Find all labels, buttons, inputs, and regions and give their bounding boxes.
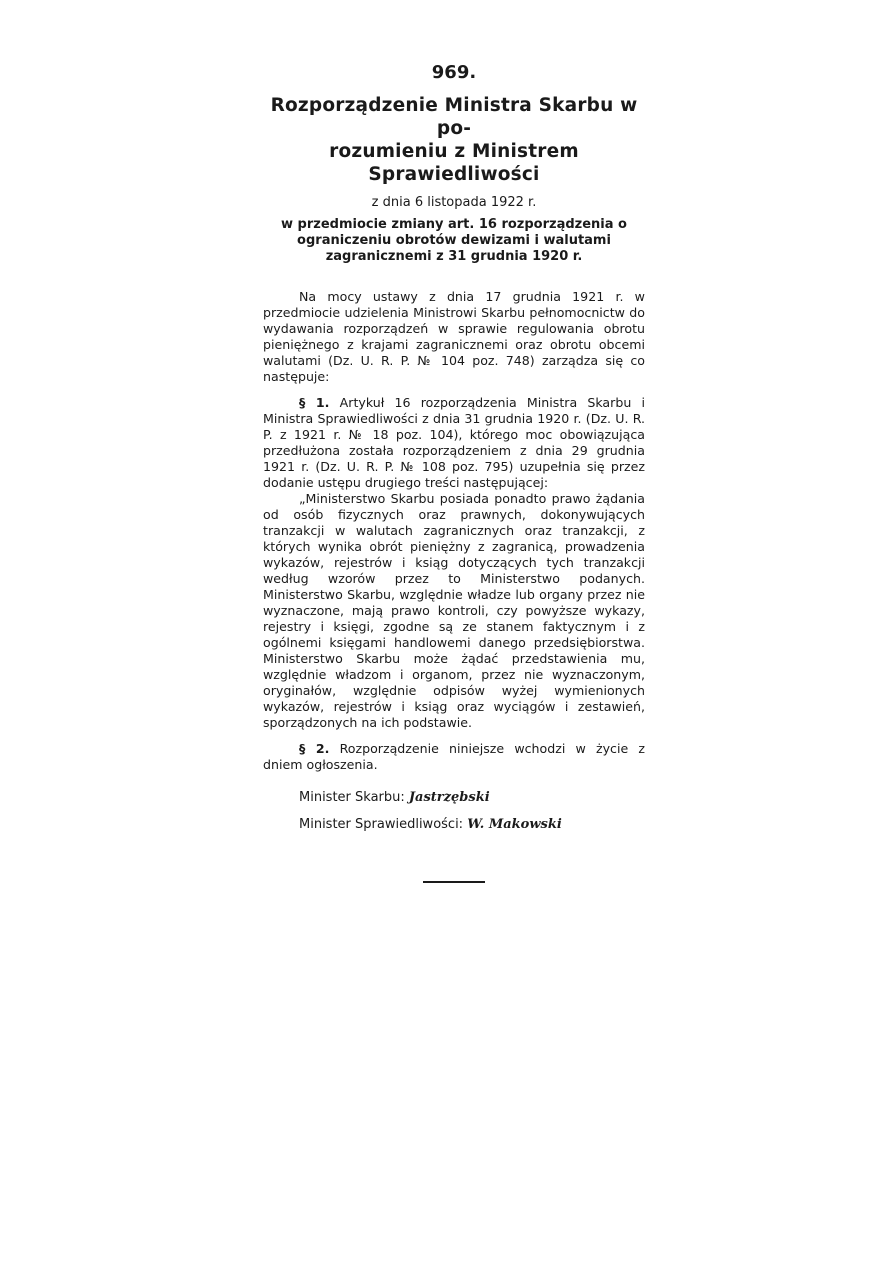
signature-justice (299, 816, 645, 833)
signature-name: Jastrzębski (408, 790, 490, 805)
section-2-paragraph (263, 741, 645, 773)
section-2-text: Rozporządzenie niniejsze wchodzi w życie z dniem ogłoszenia. (263, 741, 645, 772)
closing-rule (423, 881, 485, 883)
document-title (263, 94, 645, 186)
signature-role: Minister Sprawiedliwości: (299, 817, 464, 832)
section-1-label: § 1. (299, 395, 330, 410)
section-1-paragraph (263, 395, 645, 491)
title-line-1: Rozporządzenie Ministra Skarbu w po- (270, 95, 638, 139)
preamble-paragraph: Na mocy ustawy z dnia 17 grudnia 1921 r. w przedmiocie udzielenia Ministrowi Skarbu pełnomocnictw do wydawania rozporządzeń w sprawie regulowania obrotu pieniężnego z krajami zagranicznemi oraz obrotu obcemi walutami (Dz. U. R. P. № 104 poz. 748) zarządza się co następuje: (263, 289, 645, 384)
signature-finance (299, 789, 645, 806)
page-number: 969. (431, 62, 477, 83)
quoted-amendment: „Ministerstwo Skarbu posiada ponadto prawo żądania od osób fizycznych oraz prawnych, dokonywujących tranzakcji w walutach zagranicznych oraz tranzakcji, z których wynika obrót pieniężny z zagranicą, prowadzenia wykazów, rejestrów i ksiąg dotyczących tych tranzakcji według wzorów przez to Ministerstwo podanych. Ministerstwo Skarbu, względnie władze lub organy przez nie wyznaczone, mają prawo kontroli, czy powyższe wykazy, rejestry i księgi, zgodne są ze stanem faktycznym i z ogólnemi księgami handlowemi danego przedsiębiorstwa. Ministerstwo Skarbu może żądać przedstawienia mu, względnie władzom i organom, przez nie wyznaczonym, oryginałów, względnie odpisów wyżej wymienionych wykazów, rejestrów i ksiąg oraz wyciągów i zestawień, sporządzonych na ich podstawie. (263, 491, 645, 730)
signature-role: Minister Skarbu: (299, 790, 405, 805)
document-date: z dnia 6 listopada 1922 r. (371, 195, 537, 210)
signature-name: W. Makowski (467, 817, 562, 832)
document-page (263, 62, 645, 883)
title-line-2: rozumieniu z Ministrem Sprawiedliwości (329, 141, 579, 185)
document-subject: w przedmiocie zmiany art. 16 rozporządzenia o ograniczeniu obrotów dewizami i walutami zagranicznemi z 31 grudnia 1920 r. (281, 217, 627, 264)
section-1-text: Artykuł 16 rozporządzenia Ministra Skarbu i Ministra Sprawiedliwości z dnia 31 grudnia 1920 r. (Dz. U. R. P. z 1921 r. № 18 poz. 104), którego moc obowiązująca przedłużona została rozporządzeniem z dnia 29 grudnia 1921 r. (Dz. U. R. P. № 108 poz. 795) uzupełnia się przez dodanie ustępu drugiego treści następującej: (263, 395, 645, 490)
section-2-label: § 2. (299, 741, 330, 756)
